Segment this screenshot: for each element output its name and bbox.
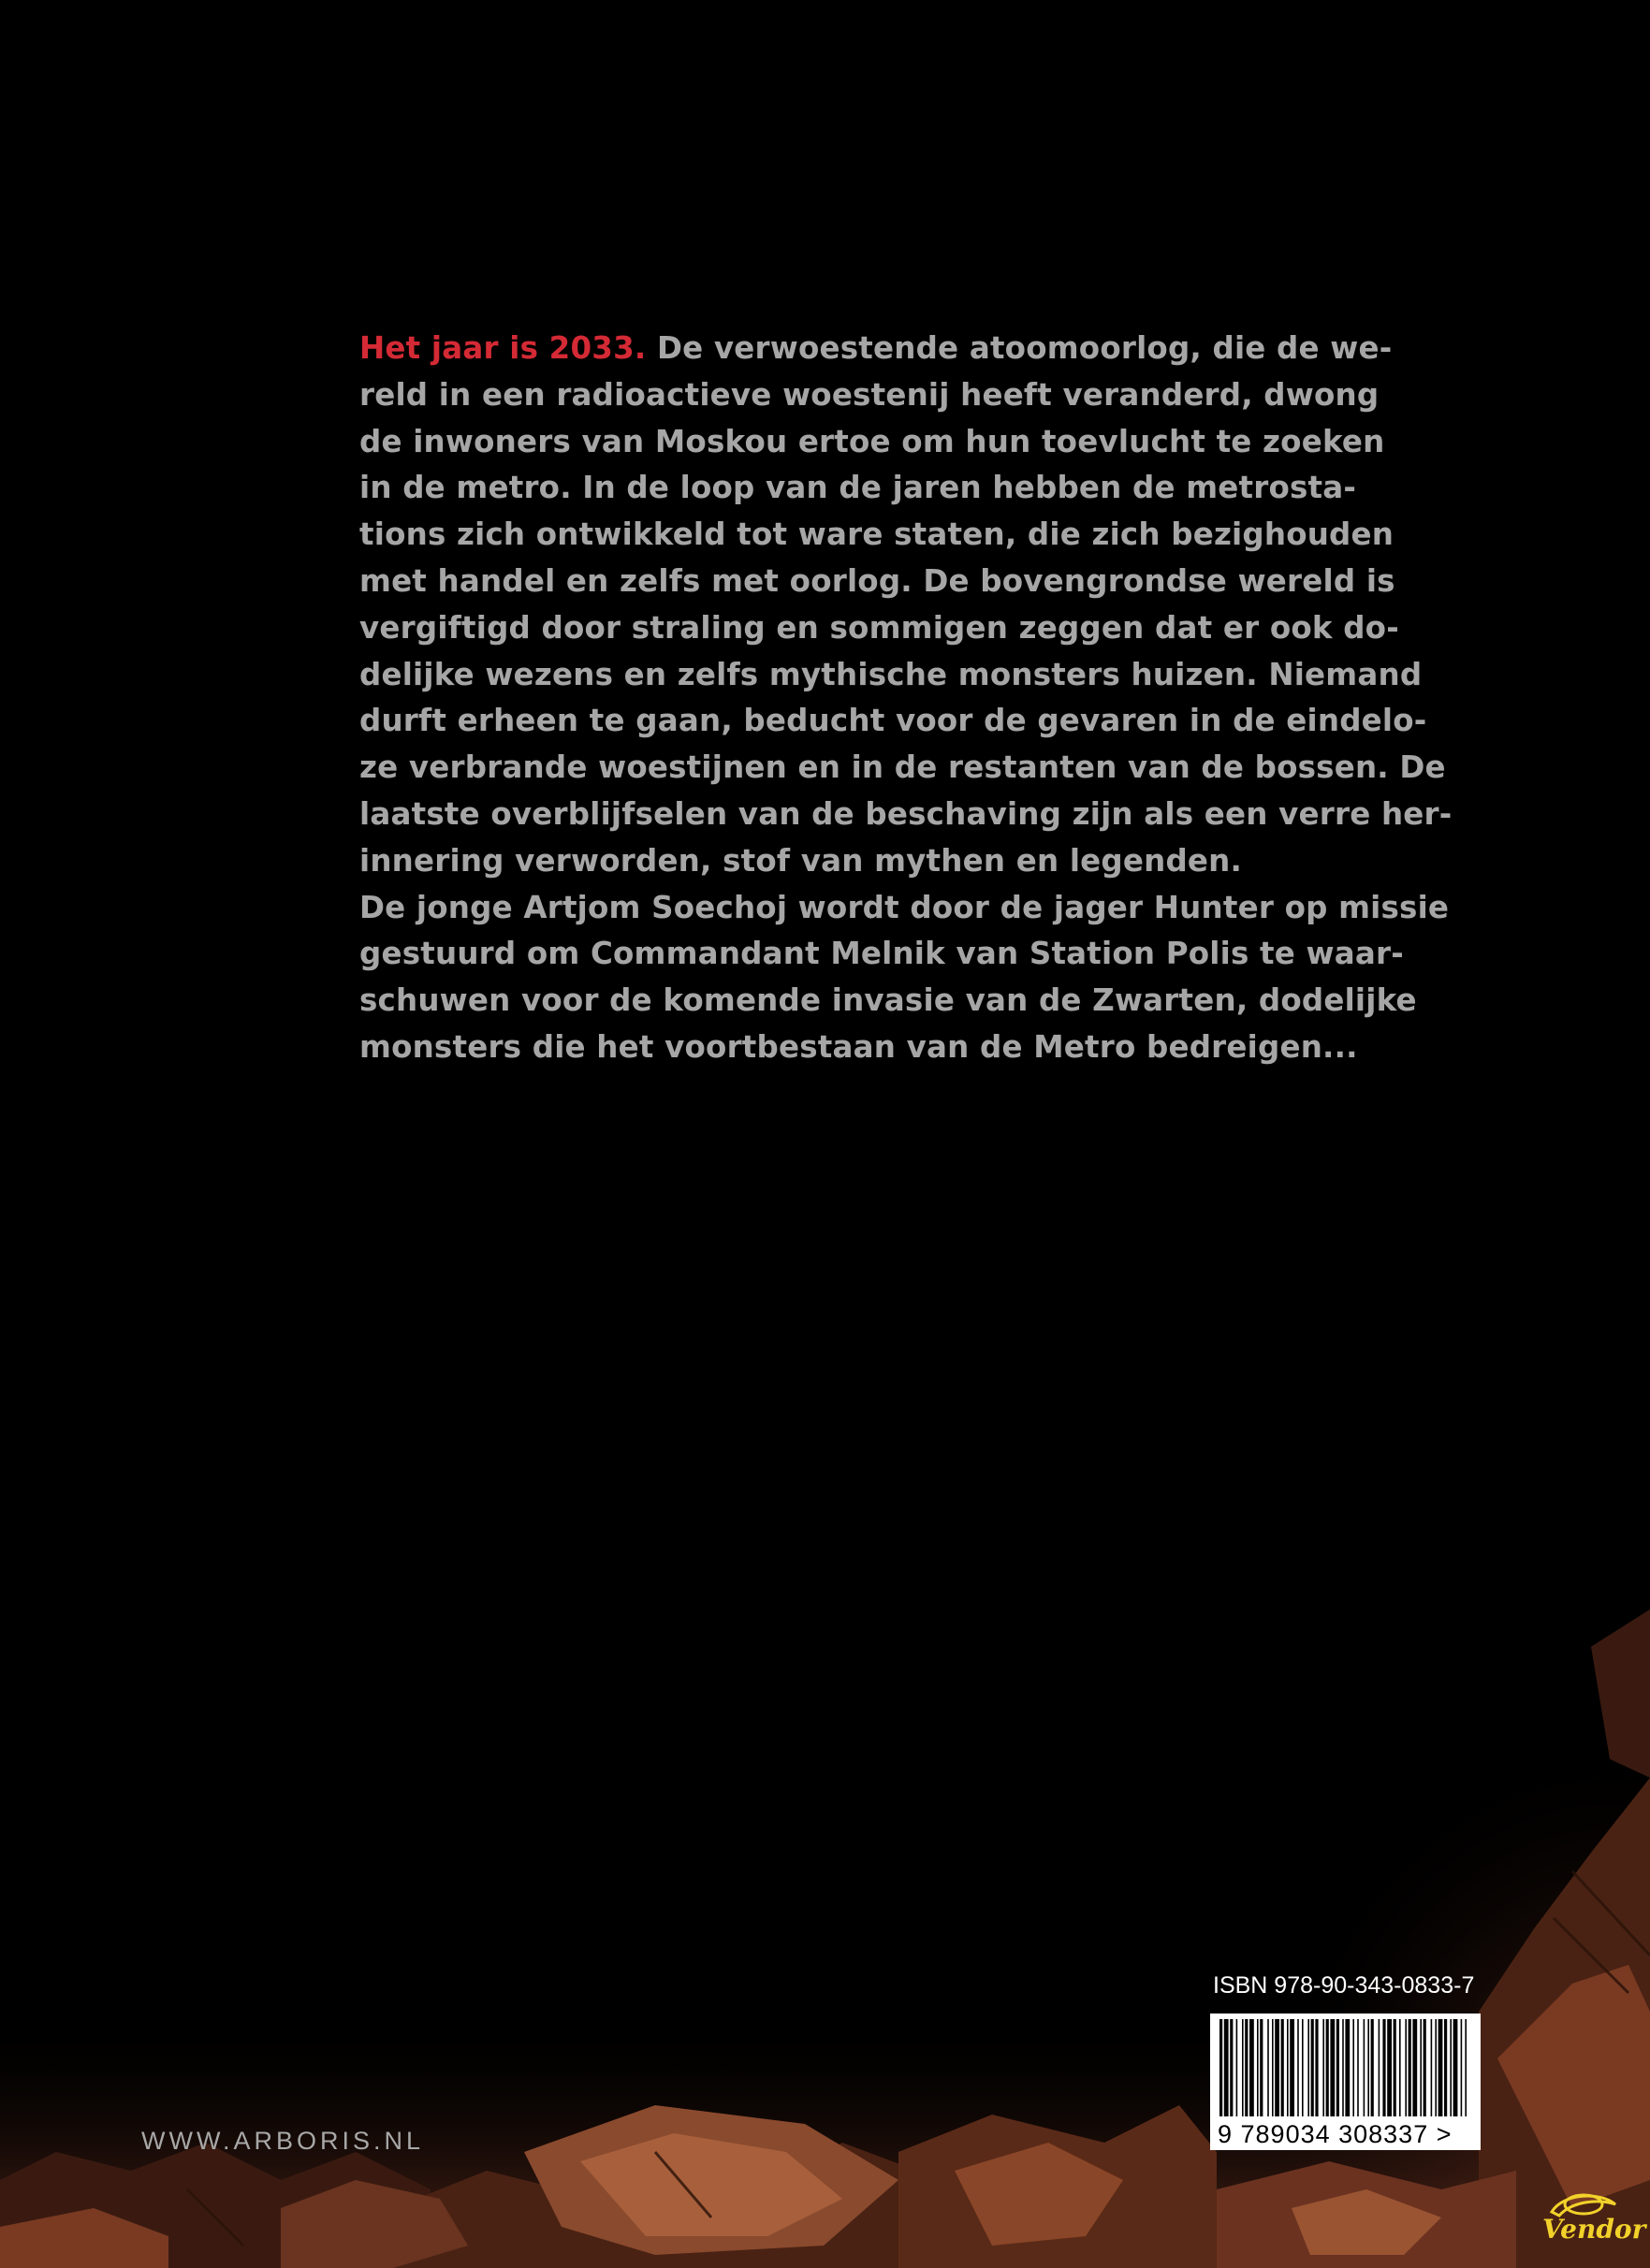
barcode-bar bbox=[1399, 2019, 1401, 2116]
blurb-text bbox=[359, 326, 1453, 1071]
barcode-bar bbox=[1272, 2019, 1274, 2116]
barcode-bar bbox=[1242, 2019, 1244, 2116]
blurb-line: de inwoners van Moskou ertoe om hun toevlucht te zoeken bbox=[359, 423, 1385, 459]
barcode-bar bbox=[1322, 2019, 1324, 2116]
barcode-bar bbox=[1224, 2019, 1229, 2116]
barcode-bar bbox=[1307, 2019, 1309, 2116]
barcode-bar bbox=[1424, 2019, 1426, 2116]
blurb-line: delijke wezens en zelfs mythische monsters huizen. Niemand bbox=[359, 656, 1423, 692]
barcode-bar bbox=[1267, 2019, 1269, 2116]
blurb-line: schuwen voor de komende invasie van de Zwarten, dodelijke bbox=[359, 982, 1417, 1019]
blurb-line: tions zich ontwikkeld tot ware staten, die zich bezighouden bbox=[359, 516, 1394, 553]
blurb-line bbox=[359, 326, 1393, 372]
barcode-bar bbox=[1420, 2019, 1422, 2116]
blurb-line: vergiftigd door straling en sommigen zeggen dat er ook do- bbox=[359, 609, 1399, 646]
barcode-bar bbox=[1387, 2019, 1392, 2116]
barcode-bar bbox=[1326, 2019, 1329, 2116]
barcode-bar bbox=[1371, 2019, 1374, 2116]
blurb-line: met handel en zelfs met oorlog. De bovengrondse wereld is bbox=[359, 562, 1395, 599]
barcode-bar bbox=[1352, 2019, 1354, 2116]
barcode-bar bbox=[1236, 2019, 1238, 2116]
barcode-bar bbox=[1345, 2019, 1350, 2116]
barcode-bar bbox=[1290, 2019, 1294, 2116]
barcode bbox=[1210, 2014, 1481, 2150]
publisher-website: WWW.ARBORIS.NL bbox=[141, 2127, 425, 2155]
barcode-bar bbox=[1444, 2019, 1447, 2116]
blurb-line: in de metro. In de loop van de jaren hebben de metrosta- bbox=[359, 470, 1357, 506]
barcode-bar bbox=[1297, 2019, 1299, 2116]
barcode-bar bbox=[1450, 2019, 1452, 2116]
barcode-bar bbox=[1260, 2019, 1263, 2116]
barcode-bar bbox=[1382, 2019, 1385, 2116]
barcode-bar bbox=[1230, 2019, 1233, 2116]
barcode-bar bbox=[1249, 2019, 1254, 2116]
barcode-bar bbox=[1412, 2019, 1417, 2116]
blurb-line-text: De verwoestende atoomoorlog, die de we- bbox=[656, 330, 1393, 366]
isbn-label: ISBN 978-90-343-0833-7 bbox=[1213, 1972, 1475, 1999]
barcode-bar bbox=[1311, 2019, 1314, 2116]
barcode-bar bbox=[1342, 2019, 1344, 2116]
barcode-bar bbox=[1257, 2019, 1259, 2116]
barcode-bar bbox=[1461, 2019, 1463, 2116]
barcode-bar bbox=[1435, 2019, 1437, 2116]
barcode-digits: 9 789034 308337 > bbox=[1218, 2120, 1453, 2148]
blurb-line: durft erheen te gaan, beducht voor de gevaren in de eindelo- bbox=[359, 703, 1427, 739]
barcode-bar bbox=[1405, 2019, 1407, 2116]
barcode-bar bbox=[1357, 2019, 1359, 2116]
blurb-line: De jonge Artjom Soechoj wordt door de jager Hunter op missie bbox=[359, 889, 1450, 925]
barcode-bar bbox=[1379, 2019, 1380, 2116]
barcode-bar bbox=[1281, 2019, 1284, 2116]
barcode-bar bbox=[1219, 2019, 1222, 2116]
blurb-line: laatste overblijfselen van de beschaving zijn als een verre her- bbox=[359, 795, 1453, 832]
blurb-highlight: Het jaar is 2033. bbox=[359, 330, 647, 366]
barcode-bar bbox=[1367, 2019, 1369, 2116]
barcode-bar bbox=[1453, 2019, 1458, 2116]
barcode-bar bbox=[1330, 2019, 1335, 2116]
barcode-bar bbox=[1364, 2019, 1365, 2116]
barcode-bar bbox=[1438, 2019, 1443, 2116]
barcode-bar bbox=[1275, 2019, 1279, 2116]
blurb-line: ze verbrande woestijnen en in de restanten van de bossen. De bbox=[359, 749, 1446, 786]
barcode-bar bbox=[1431, 2019, 1433, 2116]
barcode-bar bbox=[1394, 2019, 1396, 2116]
barcode-bar bbox=[1409, 2019, 1411, 2116]
blurb-line: reld in een radioactieve woestenij heeft veranderd, dwong bbox=[359, 376, 1380, 413]
blurb-line: innering verworden, stof van mythen en legenden. bbox=[359, 842, 1243, 879]
barcode-bar bbox=[1245, 2019, 1248, 2116]
barcode-bar bbox=[1302, 2019, 1304, 2116]
vendor-logo-text: Vendor bbox=[1542, 2214, 1646, 2245]
blurb-line: gestuurd om Commandant Melnik van Station Polis te waar- bbox=[359, 936, 1404, 972]
barcode-bar bbox=[1315, 2019, 1318, 2116]
blurb-line: monsters die het voortbestaan van de Metro bedreigen... bbox=[359, 1028, 1358, 1065]
barcode-bar bbox=[1336, 2019, 1339, 2116]
barcode-bar bbox=[1287, 2019, 1289, 2116]
barcode-bar bbox=[1465, 2019, 1467, 2116]
